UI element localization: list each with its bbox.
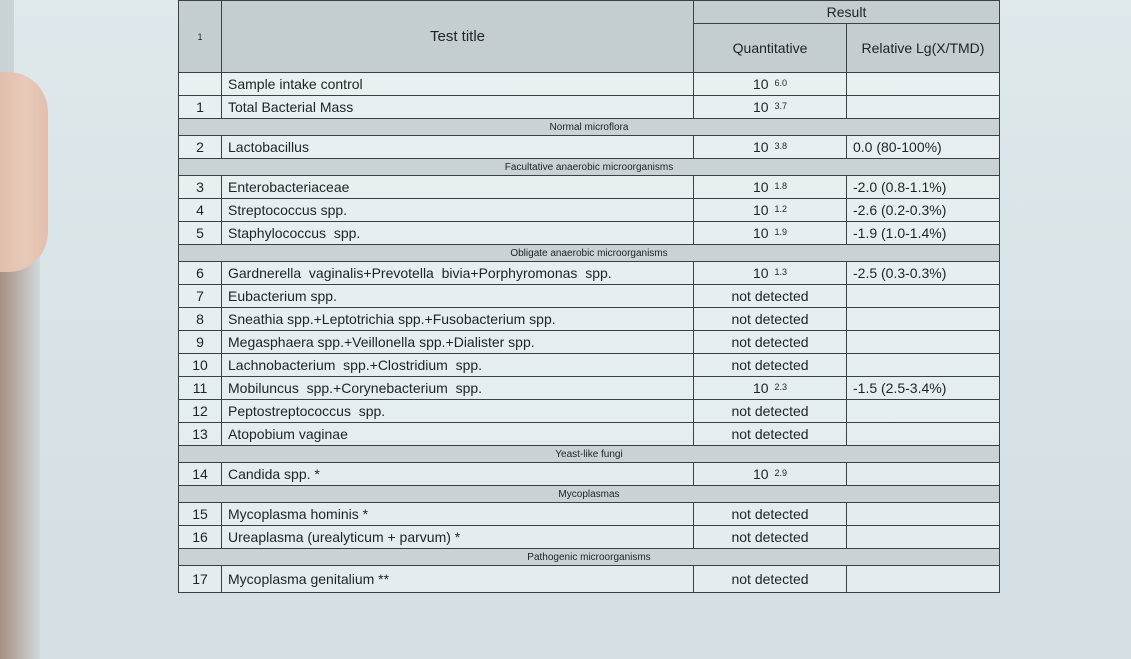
row-test-title: Mycoplasma genitalium **: [222, 566, 694, 593]
row-number: 4: [179, 199, 222, 222]
section-label: Normal microflora: [179, 119, 1000, 136]
row-test-title: Sample intake control: [222, 73, 694, 96]
header-row-1: [179, 1, 1000, 24]
row-number: 7: [179, 285, 222, 308]
row-quantitative: [694, 96, 847, 119]
table-row: [179, 73, 1000, 96]
section-label: Facultative anaerobic microorganisms: [179, 159, 1000, 176]
quantitative-exponent: 1.9: [774, 227, 788, 237]
quantitative-exponent: 1.3: [774, 267, 788, 277]
row-quantitative: not detected: [694, 285, 847, 308]
row-number: 10: [179, 354, 222, 377]
row-number: 2: [179, 136, 222, 159]
row-relative: -1.9 (1.0-1.4%): [847, 222, 1000, 245]
row-test-title: Lachnobacterium spp.+Clostridium spp.: [222, 354, 694, 377]
row-quantitative: not detected: [694, 566, 847, 593]
section-row: [179, 245, 1000, 262]
quantitative-base: 10: [752, 380, 769, 396]
row-relative: [847, 566, 1000, 593]
table-row: [179, 400, 1000, 423]
row-relative: [847, 354, 1000, 377]
table-row: [179, 526, 1000, 549]
row-number: 6: [179, 262, 222, 285]
table-row: [179, 354, 1000, 377]
row-test-title: Sneathia spp.+Leptotrichia spp.+Fusobacterium spp.: [222, 308, 694, 331]
quantitative-exponent: 2.3: [774, 382, 788, 392]
row-test-title: Candida spp. *: [222, 463, 694, 486]
row-relative: [847, 73, 1000, 96]
row-test-title: Streptococcus spp.: [222, 199, 694, 222]
table-row: [179, 566, 1000, 593]
row-quantitative: [694, 262, 847, 285]
quantitative-exponent: 3.8: [774, 141, 788, 151]
row-number: 13: [179, 423, 222, 446]
background-edge: [0, 250, 40, 659]
table-row: [179, 423, 1000, 446]
row-number: 5: [179, 222, 222, 245]
quantitative-base: 10: [752, 265, 769, 281]
table-row: [179, 331, 1000, 354]
row-quantitative: not detected: [694, 354, 847, 377]
row-relative: [847, 526, 1000, 549]
header-test-title: Test title: [222, 1, 694, 73]
section-label: Obligate anaerobic microorganisms: [179, 245, 1000, 262]
section-row: [179, 549, 1000, 566]
row-quantitative: not detected: [694, 331, 847, 354]
table-row: [179, 199, 1000, 222]
header-relative: Relative Lg(X/TMD): [847, 24, 1000, 73]
row-relative: -2.6 (0.2-0.3%): [847, 199, 1000, 222]
quantitative-base: 10: [752, 99, 769, 115]
row-quantitative: [694, 136, 847, 159]
table-row: [179, 377, 1000, 400]
quantitative-base: 10: [752, 225, 769, 241]
table-row: [179, 463, 1000, 486]
thumb: [0, 72, 48, 272]
table-row: [179, 222, 1000, 245]
lab-results-table: [178, 0, 1000, 593]
row-number: 16: [179, 526, 222, 549]
table-row: [179, 262, 1000, 285]
row-quantitative: [694, 377, 847, 400]
quantitative-exponent: 2.9: [774, 468, 788, 478]
section-label: Mycoplasmas: [179, 486, 1000, 503]
row-test-title: Eubacterium spp.: [222, 285, 694, 308]
row-number: 1: [179, 96, 222, 119]
results-body: [179, 73, 1000, 593]
row-quantitative: [694, 73, 847, 96]
row-quantitative: not detected: [694, 400, 847, 423]
section-row: [179, 159, 1000, 176]
table-row: [179, 285, 1000, 308]
section-label: Yeast-like fungi: [179, 446, 1000, 463]
row-relative: -2.5 (0.3-0.3%): [847, 262, 1000, 285]
row-test-title: Total Bacterial Mass: [222, 96, 694, 119]
row-test-title: Mobiluncus spp.+Corynebacterium spp.: [222, 377, 694, 400]
row-relative: [847, 423, 1000, 446]
row-quantitative: not detected: [694, 526, 847, 549]
table-row: [179, 176, 1000, 199]
row-test-title: Enterobacteriaceae: [222, 176, 694, 199]
header-result: Result: [694, 1, 1000, 24]
row-quantitative: [694, 199, 847, 222]
row-test-title: Lactobacillus: [222, 136, 694, 159]
quantitative-base: 10: [752, 202, 769, 218]
row-relative: 0.0 (80-100%): [847, 136, 1000, 159]
row-quantitative: [694, 176, 847, 199]
row-test-title: Megasphaera spp.+Veillonella spp.+Dialister spp.: [222, 331, 694, 354]
quantitative-exponent: 6.0: [774, 78, 788, 88]
row-relative: [847, 331, 1000, 354]
quantitative-base: 10: [752, 179, 769, 195]
table-row: [179, 136, 1000, 159]
header-quantitative: Quantitative: [694, 24, 847, 73]
table-row: [179, 503, 1000, 526]
section-row: [179, 119, 1000, 136]
row-relative: -2.0 (0.8-1.1%): [847, 176, 1000, 199]
row-quantitative: [694, 222, 847, 245]
row-relative: -1.5 (2.5-3.4%): [847, 377, 1000, 400]
row-relative: [847, 285, 1000, 308]
row-relative: [847, 308, 1000, 331]
row-test-title: Mycoplasma hominis *: [222, 503, 694, 526]
row-relative: [847, 96, 1000, 119]
row-test-title: Peptostreptococcus spp.: [222, 400, 694, 423]
row-number: 9: [179, 331, 222, 354]
row-quantitative: not detected: [694, 503, 847, 526]
row-number: 12: [179, 400, 222, 423]
quantitative-exponent: 1.2: [774, 204, 788, 214]
row-relative: [847, 400, 1000, 423]
table-row: [179, 308, 1000, 331]
row-number: 3: [179, 176, 222, 199]
section-label: Pathogenic microorganisms: [179, 549, 1000, 566]
row-test-title: Gardnerella vaginalis+Prevotella bivia+Porphyromonas spp.: [222, 262, 694, 285]
row-quantitative: not detected: [694, 308, 847, 331]
row-quantitative: not detected: [694, 423, 847, 446]
row-number: 8: [179, 308, 222, 331]
row-number: 11: [179, 377, 222, 400]
quantitative-base: 10: [752, 466, 769, 482]
row-number: 14: [179, 463, 222, 486]
row-relative: [847, 463, 1000, 486]
row-number: 17: [179, 566, 222, 593]
row-quantitative: [694, 463, 847, 486]
table-row: [179, 96, 1000, 119]
quantitative-base: 10: [752, 76, 769, 92]
row-relative: [847, 503, 1000, 526]
row-number: 15: [179, 503, 222, 526]
row-test-title: Staphylococcus spp.: [222, 222, 694, 245]
row-test-title: Ureaplasma (urealyticum + parvum) *: [222, 526, 694, 549]
header-number: 1: [179, 1, 222, 73]
section-row: [179, 486, 1000, 503]
quantitative-exponent: 3.7: [774, 101, 788, 111]
section-row: [179, 446, 1000, 463]
quantitative-exponent: 1.8: [774, 181, 788, 191]
row-test-title: Atopobium vaginae: [222, 423, 694, 446]
row-number: [179, 73, 222, 96]
quantitative-base: 10: [752, 139, 769, 155]
